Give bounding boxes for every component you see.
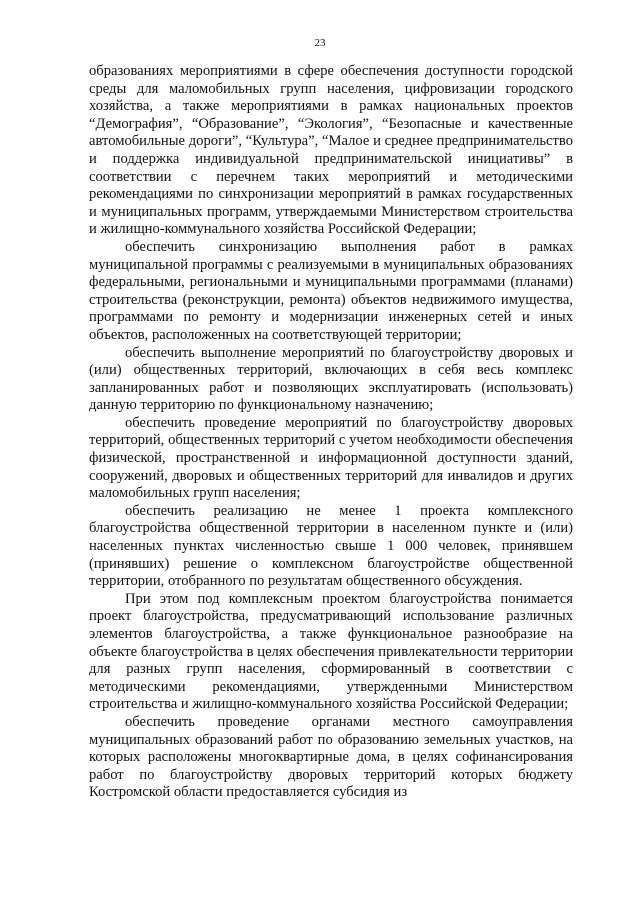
body-paragraph: обеспечить проведение мероприятий по благоустройству дворовых территорий, общественных территорий с учетом необходимости обеспечения физической, пространственной и информационной доступности зданий, сооружений, дворовых и общественных территорий для инвалидов и других маломобильных групп населения; [89, 414, 573, 502]
body-paragraph: обеспечить проведение органами местного самоуправления муниципальных образований работ по образованию земельных участков, на которых расположены многоквартирные дома, в целях софинансирования работ по благоустройству дворовых территорий которых бюджету Костромской области предоставляется субсидия из [89, 713, 573, 801]
body-paragraph: образованиях мероприятиями в сфере обеспечения доступности городской среды для маломобильных групп населения, цифровизации городского хозяйства, а также мероприятиями в рамках национальных проектов “Демография”, “Образование”, “Экология”, “Безопасные и качественные автомобильные дороги”, “Культура”, “Малое и среднее предпринимательство и поддержка индивидуальной предпринимательской инициативы” в соответствии с перечнем таких мероприятий и методическими рекомендациями по синхронизации мероприятий в рамках государственных и муниципальных программ, утверждаемыми Министерством строительства и жилищно-коммунального хозяйства Российской Федерации; [89, 63, 573, 238]
document-body [89, 63, 573, 802]
body-paragraph: обеспечить синхронизацию выполнения работ в рамках муниципальной программы с реализуемыми в муниципальных образованиях федеральными, региональными и муниципальными программами (планами) строительства (реконструкции, ремонта) объектов недвижимого имущества, программами по ремонту и модернизации инженерных сетей и иных объектов, расположенных на соответствующей территории; [89, 238, 573, 343]
body-paragraph: обеспечить выполнение мероприятий по благоустройству дворовых и (или) общественных территорий, включающих в себя весь комплекс запланированных работ и позволяющих эксплуатировать (использовать) данную территорию по функциональному назначению; [89, 344, 573, 414]
page-number: 23 [314, 37, 326, 49]
body-paragraph: При этом под комплексным проектом благоустройства понимается проект благоустройства, предусматривающий использование различных элементов благоустройства, а также функциональное разнообразие на объекте благоустройства в целях обеспечения привлекательности территории для разных групп населения, сформированный в соответствии с методическими рекомендациями, утвержденными Министерством строительства и жилищно-коммунального хозяйства Российской Федерации; [89, 590, 573, 713]
body-paragraph: обеспечить реализацию не менее 1 проекта комплексного благоустройства общественной территории в населенном пункте и (или) населенных пунктах численностью свыше 1 000 человек, принявшем (принявших) решение о комплексном благоустройстве общественной территории, отобранного по результатам общественного обсуждения. [89, 502, 573, 590]
